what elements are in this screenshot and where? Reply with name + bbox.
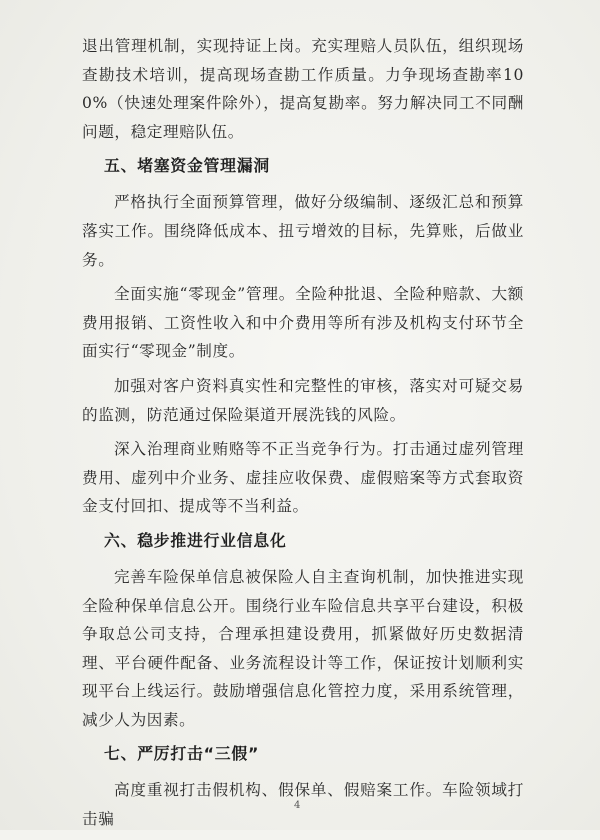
paragraph-budget: 严格执行全面预算管理，做好分级编制、逐级汇总和预算落实工作。围绕降低成本、扭亏增效的目标，先算账，后做业务。 (82, 193, 524, 269)
section-heading-7: 七、严厉打击“三假” (104, 744, 260, 764)
paragraph-anti-fraud: 高度重视打击假机构、假保单、假赔案工作。车险领域打击骗 (82, 781, 524, 829)
section-heading-6: 六、稳步推进行业信息化 (104, 530, 287, 550)
paragraph-anti-money-laundering: 加强对客户资料真实性和完整性的审核，落实对可疑交易的监测，防范通过保险渠道开展洗钱的风险。 (82, 376, 524, 424)
paragraph-anti-bribery: 深入治理商业贿赂等不正当竞争行为。打击通过虚列管理费用、虚列中介业务、虚挂应收保费、虚假赔案等方式套取资金支付回扣、提成等不当利益。 (82, 440, 524, 516)
paragraph-informatization: 完善车险保单信息被保险人自主查询机制，加快推进实现全险种保单信息公开。围绕行业车险信息共享平台建设，积极争取总公司支持，合理承担建设费用，抓紧做好历史数据清理、平台硬件配备、业务流程设计等工作，保证按计划顺利实现平台上线运行。鼓励增强信息化管控力度，采用系统管理，减少人为因素。 (82, 567, 524, 729)
paragraph-claims-team: 退出管理机制，实现持证上岗。充实理赔人员队伍，组织现场查勘技术培训，提高现场查勘工作质量。力争现场查勘率100%（快速处理案件除外），提高复勘率。努力解决同工不同酬问题，稳定理赔队伍。 (82, 37, 524, 141)
page-number: 4 (294, 800, 301, 811)
paragraph-zero-cash: 全面实施“零现金”管理。全险种批退、全险种赔款、大额费用报销、工资性收入和中介费用等所有涉及机构支付环节全面实行“零现金”制度。 (82, 285, 524, 361)
document-body (82, 32, 524, 840)
section-heading-5: 五、堵塞资金管理漏洞 (104, 156, 270, 176)
